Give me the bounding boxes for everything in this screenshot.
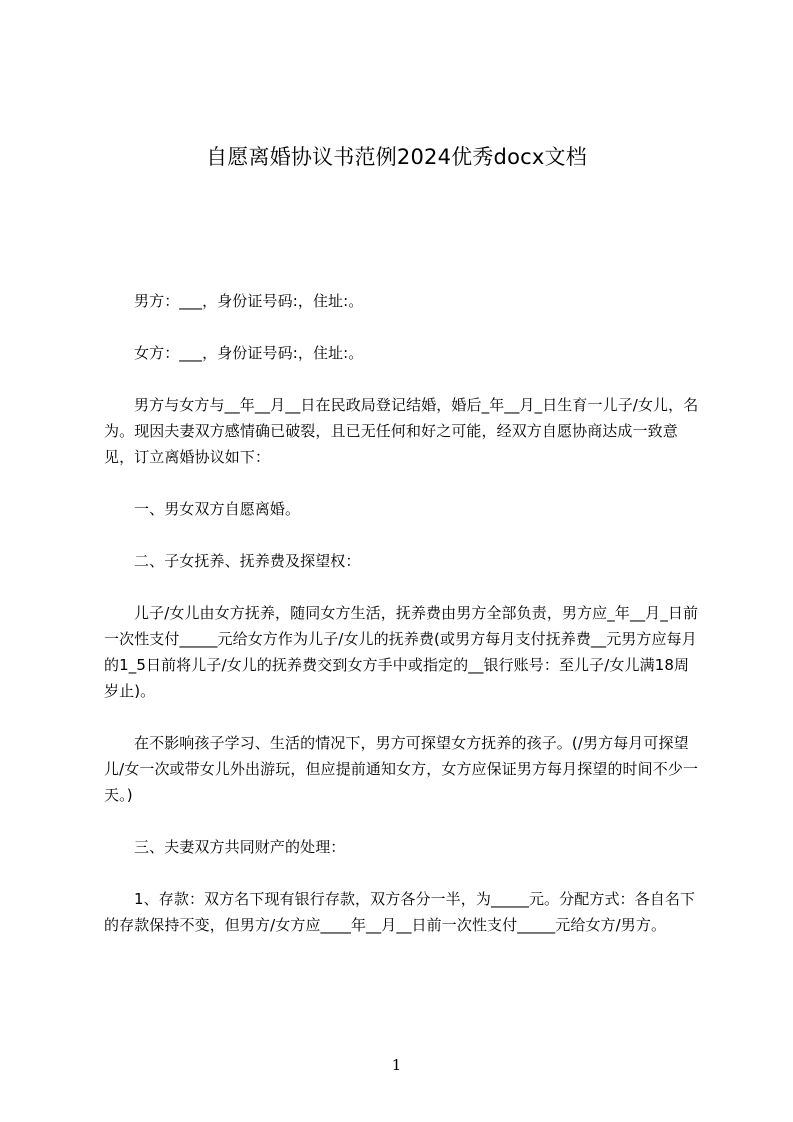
paragraph-clause-divorce: 一、男女双方自愿离婚。: [134, 500, 301, 518]
paragraph-visitation: 在不影响孩子学习、生活的情况下，男方可探望女方抚养的孩子。(/男方每月可探望儿/女一次或带女儿外出游玩，但应提前通知女方，女方应保证男方每月探望的时间不少一天。): [104, 734, 699, 804]
paragraph-clause-custody-heading: 二、子女抚养、抚养费及探望权：: [134, 552, 361, 570]
paragraph-savings: 1、存款：双方名下现有银行存款，双方各分一半，为_____元。分配方式：各自名下的存款保持不变，但男方/女方应____年__月__日前一次性支付_____元给女方/男方。: [104, 890, 696, 934]
document-body: [104, 288, 700, 938]
paragraph-male-party: 男方：___，身份证号码:，住址:。: [134, 292, 364, 310]
paragraph-marriage-info: 男方与女方与__年__月__日在民政局登记结婚，婚后_年__月_日生育一儿子/女儿，名为。现因夫妻双方感情确已破裂，且已无任何和好之可能，经双方自愿协商达成一致意见，订立离婚协议如下：: [104, 396, 699, 466]
paragraph-property-heading: 三、夫妻双方共同财产的处理：: [134, 838, 346, 856]
paragraph-female-party: 女方：___，身份证号码:，住址:。: [134, 344, 364, 362]
document-title: 自愿离婚协议书范例2024优秀docx文档: [206, 145, 587, 169]
paragraph-child-support: 儿子/女儿由女方抚养，随同女方生活，抚养费由男方全部负责，男方应_年__月_日前一次性支付_____元给女方作为儿子/女儿的抚养费(或男方每月支付抚养费__元男方应每月的1_5日前将儿子/女儿的抚养费交到女方手中或指定的__银行账号：至儿子/女儿满18周岁止)。: [104, 604, 699, 700]
page-number: 1: [391, 1056, 402, 1074]
